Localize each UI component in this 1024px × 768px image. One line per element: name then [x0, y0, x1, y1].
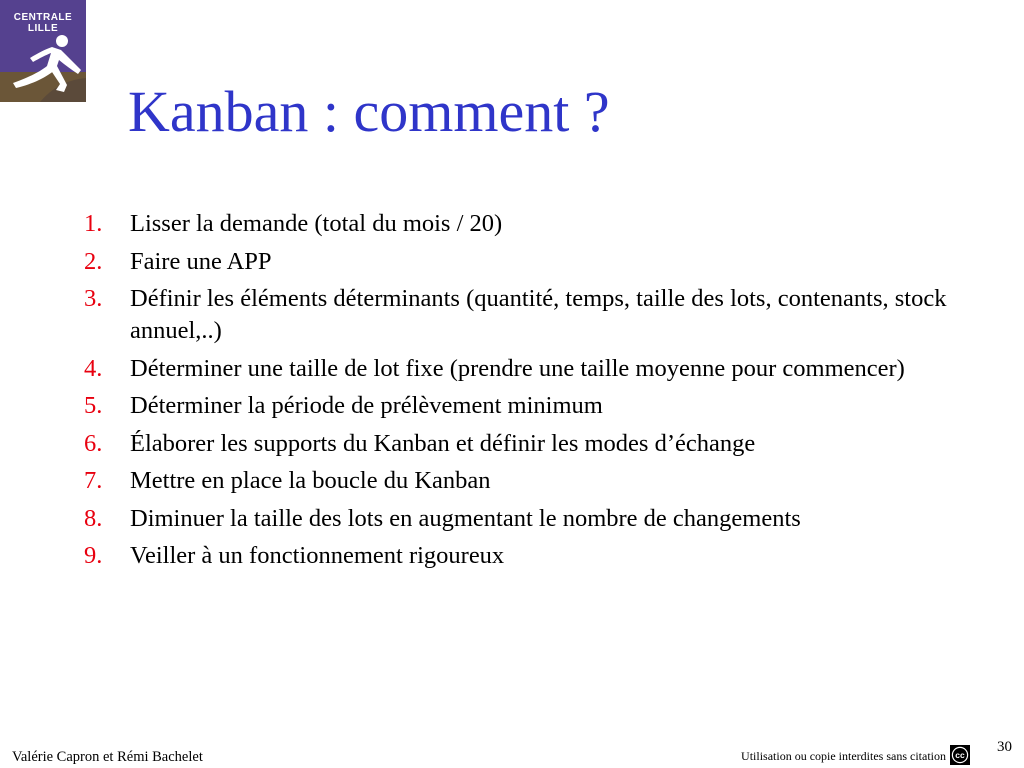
steps-list [84, 208, 984, 578]
creative-commons-icon [950, 745, 970, 765]
step-item [84, 390, 984, 422]
step-text: Faire une APP [130, 247, 272, 275]
footer-authors: Valérie Capron et Rémi Bachelet [12, 749, 203, 765]
logo-line1: CENTRALE [13, 12, 73, 23]
step-text: Diminuer la taille des lots en augmentant le nombre de changements [130, 504, 801, 532]
step-number: 7. [84, 467, 103, 494]
step-item [84, 428, 984, 460]
step-text: Élaborer les supports du Kanban et définir les modes d’échange [130, 429, 756, 457]
step-number: 5. [84, 392, 103, 419]
slide-title: Kanban : comment ? [128, 79, 610, 144]
step-text: Déterminer une taille de lot fixe (prendre une taille moyenne pour commencer) [130, 354, 905, 382]
logo-line2: LILLE [27, 23, 59, 34]
svg-text:cc: cc [955, 750, 965, 761]
page-number: 30 [997, 739, 1012, 755]
step-item [84, 246, 984, 278]
step-item [84, 540, 984, 572]
step-text: Veiller à un fonctionnement rigoureux [130, 542, 505, 569]
step-number: 4. [84, 354, 103, 382]
step-text: Définir les éléments déterminants (quantité, temps, taille des lots, contenants, stock annuel,..) [130, 285, 947, 344]
step-text: Mettre en place la boucle du Kanban [130, 467, 491, 494]
step-text: Déterminer la période de prélèvement minimum [130, 392, 603, 419]
step-item [84, 465, 984, 497]
step-item [84, 283, 984, 347]
step-item [84, 353, 984, 385]
step-item [84, 208, 984, 240]
centrale-lille-logo [0, 0, 86, 102]
step-number: 8. [84, 504, 103, 532]
step-number: 2. [84, 247, 103, 275]
step-number: 1. [84, 210, 103, 237]
step-text: Lisser la demande (total du mois / 20) [130, 210, 503, 237]
step-number: 3. [84, 285, 103, 312]
step-number: 9. [84, 542, 103, 569]
step-item [84, 503, 984, 535]
footer-copyright-notice: Utilisation ou copie interdites sans citation [741, 749, 946, 763]
step-number: 6. [84, 429, 103, 457]
